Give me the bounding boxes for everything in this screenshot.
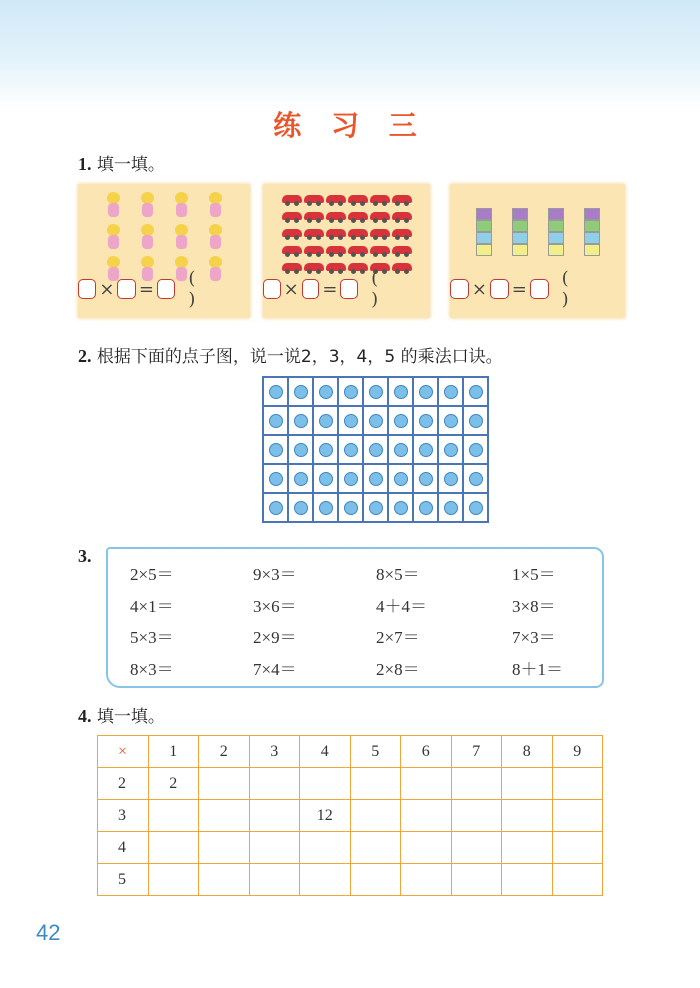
answer-cell[interactable] [502, 800, 553, 832]
answer-box-factor[interactable] [450, 279, 469, 299]
equals-sign: = [511, 278, 527, 300]
answer-box-factor[interactable] [302, 279, 320, 299]
dot-icon [294, 385, 308, 399]
equation-item: 1×5＝ [512, 565, 556, 584]
dot-icon [344, 414, 358, 428]
answer-cell[interactable] [451, 864, 502, 896]
grid-cell [313, 493, 338, 522]
cube-icon [476, 244, 492, 256]
cube-icon [476, 220, 492, 232]
answer-cell[interactable] [401, 832, 452, 864]
equation-item: 2×7＝ [376, 628, 420, 647]
answer-cell[interactable] [300, 768, 351, 800]
grid-cell [438, 435, 463, 464]
car-icon [348, 243, 368, 257]
car-icon [282, 226, 302, 240]
grid-cell [263, 377, 288, 406]
cube-icon [512, 244, 528, 256]
cube-tower-icon [584, 208, 600, 256]
answer-cell[interactable] [401, 768, 452, 800]
answer-cell[interactable] [249, 800, 300, 832]
answer-cell[interactable] [401, 864, 452, 896]
cube-tower-icon [548, 208, 564, 256]
equation-item: 7×4＝ [253, 659, 297, 679]
answer-cell[interactable] [502, 832, 553, 864]
grid-cell [338, 435, 363, 464]
car-icon [370, 192, 390, 206]
answer-cell[interactable] [199, 832, 250, 864]
header-cell: 6 [401, 736, 452, 768]
question-number: 4. [78, 706, 92, 726]
cube-tower-icon [512, 208, 528, 256]
dot-icon [294, 501, 308, 515]
cube-icon [512, 220, 528, 232]
answer-box-product[interactable] [530, 279, 549, 299]
answer-cell[interactable] [350, 864, 401, 896]
multiplication-rhyme-blank[interactable]: ( ) [561, 268, 585, 310]
equation-item: 8＋1＝ [512, 659, 563, 679]
dot-icon [469, 385, 483, 399]
answer-cell[interactable] [552, 864, 603, 896]
page-number: 42 [36, 920, 61, 945]
question-2-heading [78, 342, 503, 367]
grid-cell [438, 377, 463, 406]
header-cell: 1 [148, 736, 199, 768]
dot-icon [394, 414, 408, 428]
equation-item: 7×3＝ [512, 628, 556, 647]
grid-cell [413, 493, 438, 522]
dot-icon [369, 443, 383, 457]
grid-cell [263, 435, 288, 464]
answer-cell[interactable] [451, 768, 502, 800]
dot-icon [344, 443, 358, 457]
row-header-cell: 5 [98, 864, 149, 896]
car-icon [326, 209, 346, 223]
answer-cell[interactable] [148, 864, 199, 896]
car-icon [326, 226, 346, 240]
times-sign: × [471, 278, 487, 300]
cube-icon [584, 244, 600, 256]
grid-cell [363, 377, 388, 406]
header-cell: 2 [199, 736, 250, 768]
equation-item: 5×3＝ [130, 628, 174, 647]
answer-box-product[interactable] [157, 279, 175, 299]
cube-tower-icon [476, 208, 492, 256]
equals-sign: = [322, 278, 338, 300]
car-icon [282, 243, 302, 257]
equation-item: 2×8＝ [376, 659, 420, 679]
grid-cell [388, 464, 413, 493]
grid-cell [388, 493, 413, 522]
dot-icon [444, 501, 458, 515]
grid-cell [363, 464, 388, 493]
answer-box-factor[interactable] [263, 279, 281, 299]
row-header-cell: 2 [98, 768, 149, 800]
grid-cell [388, 377, 413, 406]
car-icon [370, 209, 390, 223]
grid-cell [313, 435, 338, 464]
answer-cell[interactable] [552, 768, 603, 800]
grid-cell [313, 377, 338, 406]
grid-cell [313, 406, 338, 435]
question-3-heading [78, 546, 92, 567]
header-cell: 7 [451, 736, 502, 768]
times-sign: × [99, 278, 115, 300]
answer-cell[interactable] [199, 768, 250, 800]
car-icon [304, 226, 324, 240]
grid-cell [463, 493, 488, 522]
doll-icon [170, 224, 192, 252]
car-icon [304, 192, 324, 206]
dot-icon [444, 443, 458, 457]
car-icon [304, 243, 324, 257]
equation-list [130, 560, 592, 686]
dot-icon [344, 501, 358, 515]
grid-cell [463, 406, 488, 435]
dot-icon [319, 414, 333, 428]
header-cell: 8 [502, 736, 553, 768]
grid-cell [388, 435, 413, 464]
equation-item: 8×5＝ [376, 565, 420, 584]
panel-dolls [78, 184, 250, 318]
car-icon [348, 209, 368, 223]
answer-cell[interactable]: 12 [300, 800, 351, 832]
table-row [98, 800, 603, 832]
dot-icon [269, 385, 283, 399]
question-1-heading [78, 150, 165, 175]
dot-icon [419, 443, 433, 457]
grid-cell [363, 493, 388, 522]
car-pictures [263, 192, 430, 274]
answer-cell[interactable] [552, 800, 603, 832]
answer-equation [78, 268, 250, 310]
dot-icon [269, 472, 283, 486]
grid-cell [263, 406, 288, 435]
car-icon [392, 226, 412, 240]
answer-cell[interactable] [350, 800, 401, 832]
dot-icon [269, 443, 283, 457]
grid-cell [338, 377, 363, 406]
notepad-scallop-edge [110, 540, 600, 552]
answer-box-factor[interactable] [117, 279, 135, 299]
equation-item: 3×6＝ [253, 596, 297, 616]
answer-cell[interactable] [451, 800, 502, 832]
question-4-heading [78, 702, 165, 727]
answer-equation [450, 268, 625, 310]
equation-item: 4×1＝ [130, 596, 174, 616]
question-number: 2. [78, 346, 92, 366]
equals-sign: = [138, 278, 154, 300]
dot-icon [444, 472, 458, 486]
cube-tower-pictures [450, 208, 625, 256]
doll-icon [136, 192, 158, 220]
multiplication-table [97, 735, 603, 896]
header-cell: 3 [249, 736, 300, 768]
car-icon [370, 226, 390, 240]
header-cell: 9 [552, 736, 603, 768]
dot-icon [269, 501, 283, 515]
cube-icon [548, 220, 564, 232]
dot-icon [269, 414, 283, 428]
car-icon [282, 209, 302, 223]
answer-cell[interactable] [249, 864, 300, 896]
table-row [98, 864, 603, 896]
panel-cubes [450, 184, 625, 318]
dot-icon [319, 501, 333, 515]
dot-icon [469, 414, 483, 428]
multiplication-rhyme-blank[interactable]: ( ) [188, 268, 212, 310]
cube-icon [548, 244, 564, 256]
header-band [0, 0, 700, 110]
grid-cell [363, 435, 388, 464]
equation-item: 2×9＝ [253, 628, 297, 647]
cube-icon [476, 232, 492, 244]
dot-grid [262, 376, 489, 523]
dot-icon [469, 443, 483, 457]
dot-icon [369, 414, 383, 428]
question-number: 1. [78, 154, 92, 174]
grid-cell [463, 464, 488, 493]
answer-cell[interactable] [199, 864, 250, 896]
answer-cell[interactable] [148, 832, 199, 864]
question-text: 填一填。 [96, 707, 165, 727]
cube-icon [512, 208, 528, 220]
cube-icon [584, 232, 600, 244]
car-icon [326, 192, 346, 206]
grid-cell [288, 464, 313, 493]
doll-icon [102, 192, 124, 220]
doll-icon [170, 192, 192, 220]
answer-cell[interactable] [199, 800, 250, 832]
panel-cars [263, 184, 430, 318]
car-icon [348, 226, 368, 240]
car-icon [392, 209, 412, 223]
grid-cell [263, 493, 288, 522]
answer-cell[interactable]: 2 [148, 768, 199, 800]
car-icon [326, 243, 346, 257]
answer-cell[interactable] [350, 832, 401, 864]
times-sign: × [283, 278, 299, 300]
car-icon [392, 243, 412, 257]
answer-cell[interactable] [249, 768, 300, 800]
dot-icon [469, 501, 483, 515]
cube-icon [512, 232, 528, 244]
grid-cell [438, 493, 463, 522]
page-title: 练 习 三 [273, 109, 427, 142]
dot-icon [419, 414, 433, 428]
car-icon [348, 192, 368, 206]
grid-cell [463, 377, 488, 406]
dot-icon [419, 501, 433, 515]
times-header-cell: × [98, 736, 149, 768]
cube-icon [584, 220, 600, 232]
car-icon [392, 192, 412, 206]
answer-cell[interactable] [350, 768, 401, 800]
answer-cell[interactable] [451, 832, 502, 864]
grid-cell [463, 435, 488, 464]
grid-cell [338, 406, 363, 435]
cube-icon [476, 208, 492, 220]
answer-cell[interactable] [502, 864, 553, 896]
answer-box-factor[interactable] [78, 279, 96, 299]
grid-cell [413, 377, 438, 406]
dot-icon [319, 385, 333, 399]
question-text: 填一填。 [96, 155, 165, 175]
multiplication-rhyme-blank[interactable]: ( ) [371, 268, 395, 310]
row-header-cell: 3 [98, 800, 149, 832]
grid-cell [338, 493, 363, 522]
dot-icon [394, 501, 408, 515]
grid-cell [438, 406, 463, 435]
grid-cell [288, 377, 313, 406]
grid-cell [288, 493, 313, 522]
equation-item: 9×3＝ [253, 565, 297, 584]
dot-icon [344, 385, 358, 399]
grid-cell [413, 406, 438, 435]
grid-cell [388, 406, 413, 435]
dot-icon [419, 385, 433, 399]
row-header-cell: 4 [98, 832, 149, 864]
grid-cell [288, 406, 313, 435]
car-icon [282, 192, 302, 206]
doll-icon [136, 224, 158, 252]
dot-icon [369, 472, 383, 486]
car-icon [370, 243, 390, 257]
dot-icon [444, 385, 458, 399]
equation-item: 3×8＝ [512, 596, 556, 616]
answer-cell[interactable] [552, 832, 603, 864]
answer-box-factor[interactable] [490, 279, 509, 299]
grid-cell [338, 464, 363, 493]
dot-icon [294, 414, 308, 428]
header-cell: 4 [300, 736, 351, 768]
answer-cell[interactable] [300, 864, 351, 896]
grid-cell [413, 435, 438, 464]
dot-icon [394, 472, 408, 486]
answer-equation [263, 268, 430, 310]
dot-icon [419, 472, 433, 486]
dot-icon [344, 472, 358, 486]
answer-cell[interactable] [300, 832, 351, 864]
dot-icon [319, 472, 333, 486]
table-header-row [98, 736, 603, 768]
dot-icon [369, 501, 383, 515]
table-row [98, 768, 603, 800]
cube-icon [548, 232, 564, 244]
grid-cell [438, 464, 463, 493]
equation-item: 4＋4＝ [376, 596, 427, 616]
answer-cell[interactable] [249, 832, 300, 864]
question-text: 根据下面的点子图，说一说2，3，4，5 的乘法口诀。 [96, 347, 503, 367]
dot-icon [294, 443, 308, 457]
dot-icon [394, 385, 408, 399]
dot-icon [394, 443, 408, 457]
dot-icon [444, 414, 458, 428]
dot-icon [294, 472, 308, 486]
grid-cell [263, 464, 288, 493]
doll-icon [204, 224, 226, 252]
cube-icon [584, 208, 600, 220]
car-icon [304, 209, 324, 223]
header-cell: 5 [350, 736, 401, 768]
grid-cell [413, 464, 438, 493]
dot-icon [369, 385, 383, 399]
doll-icon [204, 192, 226, 220]
dot-icon [469, 472, 483, 486]
answer-cell[interactable] [502, 768, 553, 800]
cube-icon [548, 208, 564, 220]
question-number: 3. [78, 546, 92, 566]
grid-cell [363, 406, 388, 435]
equation-item: 2×5＝ [130, 565, 174, 584]
answer-box-product[interactable] [340, 279, 358, 299]
answer-cell[interactable] [401, 800, 452, 832]
table-row [98, 832, 603, 864]
grid-cell [288, 435, 313, 464]
grid-cell [313, 464, 338, 493]
dot-icon [319, 443, 333, 457]
equation-item: 8×3＝ [130, 659, 174, 679]
answer-cell[interactable] [148, 800, 199, 832]
doll-icon [102, 224, 124, 252]
